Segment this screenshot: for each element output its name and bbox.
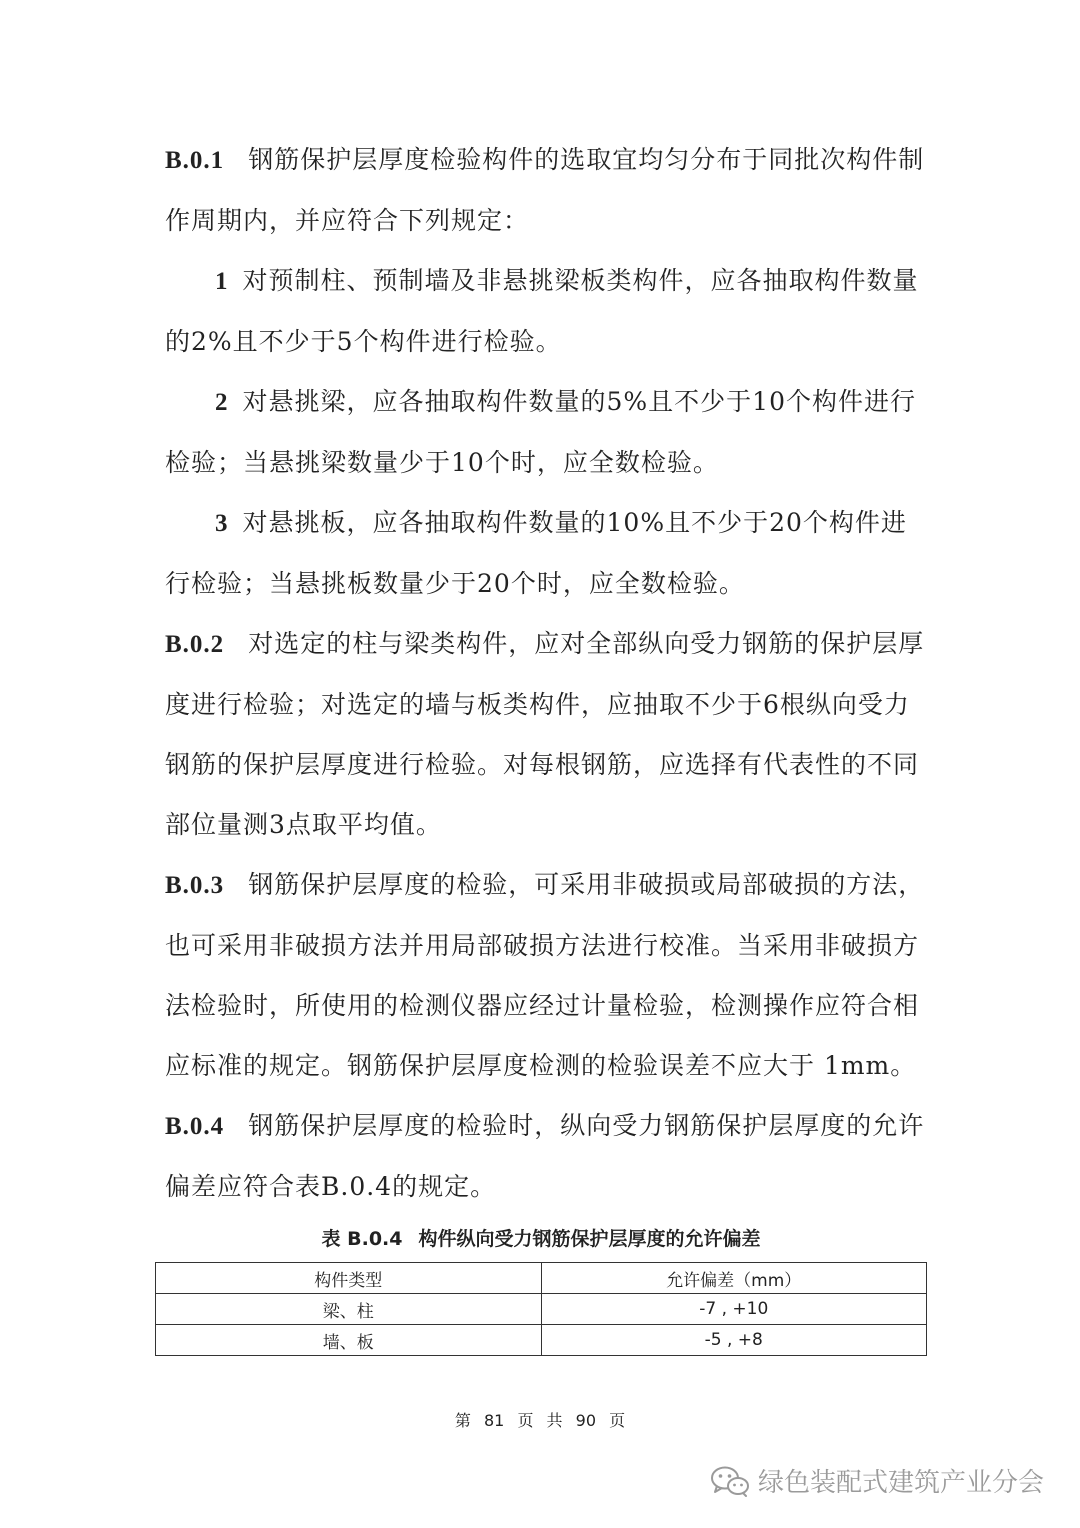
total-label: 共 bbox=[546, 1411, 563, 1430]
clause-number: B.0.3 bbox=[165, 872, 225, 899]
clause-text: 钢筋保护层厚度检验构件的选取宜均匀分布于同批次构件制作周期内，并应符合下列规定： bbox=[165, 145, 925, 235]
item-text: 对悬挑板，应各抽取构件数量的10%且不少于20个构件进行检验；当悬挑板数量少于20个时，应全数检验。 bbox=[165, 508, 907, 598]
table-row bbox=[156, 1294, 927, 1325]
table-header-row bbox=[156, 1263, 927, 1294]
clause-text: 钢筋保护层厚度的检验，可采用非破损或局部破损的方法，也可采用非破损方法并用局部破损方法进行校准。当采用非破损方法检验时，所使用的检测仪器应经过计量检验，检测操作应符合相应标准的规定。钢筋保护层厚度检测的检验误差不应大于 1mm。 bbox=[165, 870, 925, 1080]
table-number: 表 B.0.4 bbox=[321, 1228, 403, 1250]
clause-b01-item-2 bbox=[165, 372, 925, 493]
watermark bbox=[710, 1462, 1044, 1499]
clause-number: B.0.4 bbox=[165, 1113, 225, 1140]
table-cell: -7 , +10 bbox=[541, 1294, 927, 1325]
clause-b03 bbox=[165, 855, 925, 1096]
total-unit: 页 bbox=[609, 1411, 626, 1430]
tolerance-table bbox=[155, 1262, 927, 1356]
table-cell: 梁、柱 bbox=[156, 1294, 542, 1325]
document-body bbox=[165, 130, 925, 1217]
item-text: 对预制柱、预制墙及非悬挑梁板类构件，应各抽取构件数量的2%且不少于5个构件进行检验。 bbox=[165, 266, 919, 356]
page-number: 81 bbox=[483, 1411, 505, 1430]
item-number: 3 bbox=[215, 510, 229, 537]
page-label: 第 bbox=[454, 1411, 471, 1430]
clause-b01-item-1 bbox=[165, 251, 925, 372]
clause-text: 钢筋保护层厚度的检验时，纵向受力钢筋保护层厚度的允许偏差应符合表B.0.4的规定。 bbox=[165, 1111, 925, 1201]
item-number: 2 bbox=[215, 389, 229, 416]
clause-number: B.0.2 bbox=[165, 631, 225, 658]
clause-b01 bbox=[165, 130, 925, 251]
table-cell: -5 , +8 bbox=[541, 1325, 927, 1356]
table-row bbox=[156, 1325, 927, 1356]
clause-b04 bbox=[165, 1096, 925, 1217]
page-unit: 页 bbox=[517, 1411, 534, 1430]
item-number: 1 bbox=[215, 268, 229, 295]
clause-b01-item-3 bbox=[165, 493, 925, 614]
item-text: 对悬挑梁，应各抽取构件数量的5%且不少于10个构件进行检验；当悬挑梁数量少于10个时，应全数检验。 bbox=[165, 387, 916, 477]
total-pages: 90 bbox=[575, 1411, 597, 1430]
clause-b02 bbox=[165, 614, 925, 855]
table-header-cell: 构件类型 bbox=[156, 1263, 542, 1294]
table-title bbox=[155, 1224, 927, 1251]
watermark-text: 绿色装配式建筑产业分会 bbox=[757, 1468, 1044, 1498]
table-caption: 构件纵向受力钢筋保护层厚度的允许偏差 bbox=[418, 1228, 761, 1250]
table-cell: 墙、板 bbox=[156, 1325, 542, 1356]
page-footer bbox=[0, 1408, 1080, 1431]
wechat-icon bbox=[710, 1465, 750, 1497]
clause-text: 对选定的柱与梁类构件，应对全部纵向受力钢筋的保护层厚度进行检验；对选定的墙与板类构件，应抽取不少于6根纵向受力钢筋的保护层厚度进行检验。对每根钢筋，应选择有代表性的不同部位量测3点取平均值。 bbox=[165, 629, 925, 839]
table-header-cell: 允许偏差（mm） bbox=[541, 1263, 927, 1294]
clause-number: B.0.1 bbox=[165, 147, 225, 174]
